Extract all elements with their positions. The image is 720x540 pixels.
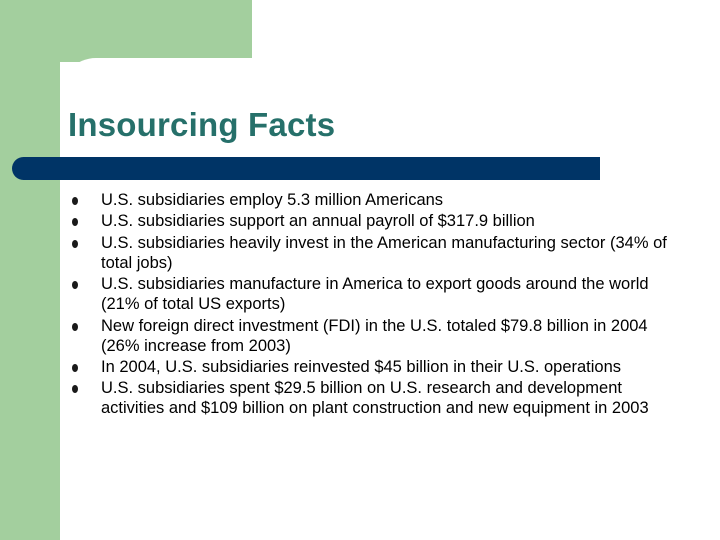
bullet-dot-icon bbox=[72, 240, 78, 248]
decorative-green-block-left bbox=[0, 0, 60, 540]
bullet-dot-icon bbox=[72, 197, 78, 205]
slide-title: Insourcing Facts bbox=[68, 106, 336, 143]
bullet-text: U.S. subsidiaries employ 5.3 million Americans bbox=[101, 191, 444, 209]
bullet-item bbox=[72, 316, 672, 356]
bullet-dot-icon bbox=[72, 218, 78, 226]
bullet-dot-icon bbox=[72, 364, 78, 372]
bullet-text: U.S. subsidiaries support an annual payroll of $317.9 billion bbox=[101, 212, 535, 231]
bullet-dot-icon bbox=[72, 281, 78, 289]
bullet-text: U.S. subsidiaries spent $29.5 billion on U.S. research and development activities and $109 billion on plant construction and new equipment in 2003 bbox=[101, 379, 649, 418]
bullet-item bbox=[72, 190, 672, 210]
bullet-text: U.S. subsidiaries manufacture in America to export goods around the world (21% of total US exports) bbox=[101, 275, 649, 314]
bullet-item bbox=[72, 211, 672, 231]
bullet-item bbox=[72, 274, 672, 314]
bullet-dot-icon bbox=[72, 323, 78, 331]
bullet-text: In 2004, U.S. subsidiaries reinvested $45 billion in their U.S. operations bbox=[101, 357, 622, 376]
title-underline-bar bbox=[12, 157, 600, 180]
bullet-dot-icon bbox=[72, 385, 78, 393]
bullet-item bbox=[72, 357, 672, 377]
bullet-list bbox=[72, 190, 672, 420]
bullet-text: New foreign direct investment (FDI) in the U.S. totaled $79.8 billion in 2004 (26% increase from 2003) bbox=[101, 316, 648, 355]
bullet-item bbox=[72, 378, 672, 418]
bullet-text: U.S. subsidiaries heavily invest in the American manufacturing sector (34% of total jobs) bbox=[101, 233, 667, 272]
bullet-item bbox=[72, 233, 672, 273]
